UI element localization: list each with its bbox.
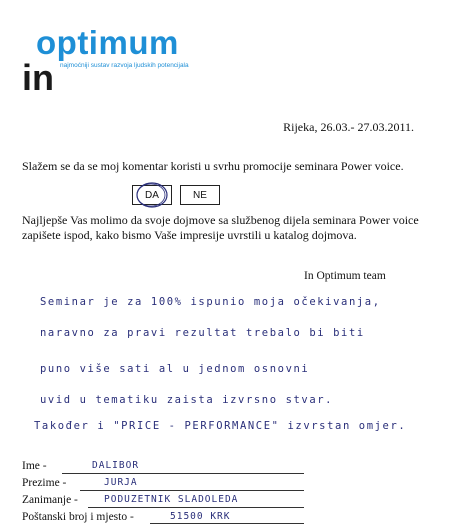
- surname-underline: [80, 490, 304, 491]
- selection-circle-mark: [132, 180, 172, 210]
- comment-line: puno više sati al u jednom osnovni: [40, 363, 310, 375]
- in-optimum-logo: [22, 26, 242, 96]
- consent-yes-label: DA: [145, 189, 159, 201]
- name-field[interactable]: DALIBOR: [92, 460, 140, 471]
- occupation-label: Zanimanje -: [22, 494, 78, 506]
- comment-line: uvid u tematiku zaista izvrsno stvar.: [40, 394, 334, 406]
- surname-field[interactable]: JURJA: [104, 477, 138, 488]
- logo-in-text: in: [22, 57, 54, 98]
- surname-label: Prezime -: [22, 477, 67, 489]
- comment-line: Seminar je za 100% ispunio moja očekivanja,: [40, 296, 381, 308]
- consent-no-box[interactable]: [180, 185, 220, 205]
- team-signature: In Optimum team: [304, 270, 386, 282]
- comment-line: naravno za pravi rezultat trebalo bi biti: [40, 327, 365, 339]
- occupation-underline: [88, 507, 304, 508]
- name-underline: [62, 473, 304, 474]
- consent-no-label: NE: [193, 189, 207, 201]
- postal-field[interactable]: 51500 KRK: [170, 511, 231, 522]
- feedback-request: Najljepše Vas molimo da svoje dojmove sa službenog dijela seminara Power voice zapišete ispod, kako bismo Vaše impresije uvrstili u katalog dojmova.: [22, 213, 419, 242]
- comment-line: Također i "PRICE - PERFORMANCE" izvrstan omjer.: [34, 420, 407, 432]
- name-label: Ime -: [22, 460, 47, 472]
- consent-statement: Slažem se da se moj komentar koristi u svrhu promocije seminara Power voice.: [22, 159, 404, 173]
- occupation-field[interactable]: PODUZETNIK SLADOLEDA: [104, 494, 239, 505]
- logo-tagline: najmoćniji sustav razvoja ljudskih potencijala: [60, 62, 189, 69]
- logo-optimum-text: optimum: [36, 24, 179, 61]
- postal-label: Poštanski broj i mjesto -: [22, 511, 134, 523]
- event-date: Rijeka, 26.03.- 27.03.2011.: [283, 120, 414, 134]
